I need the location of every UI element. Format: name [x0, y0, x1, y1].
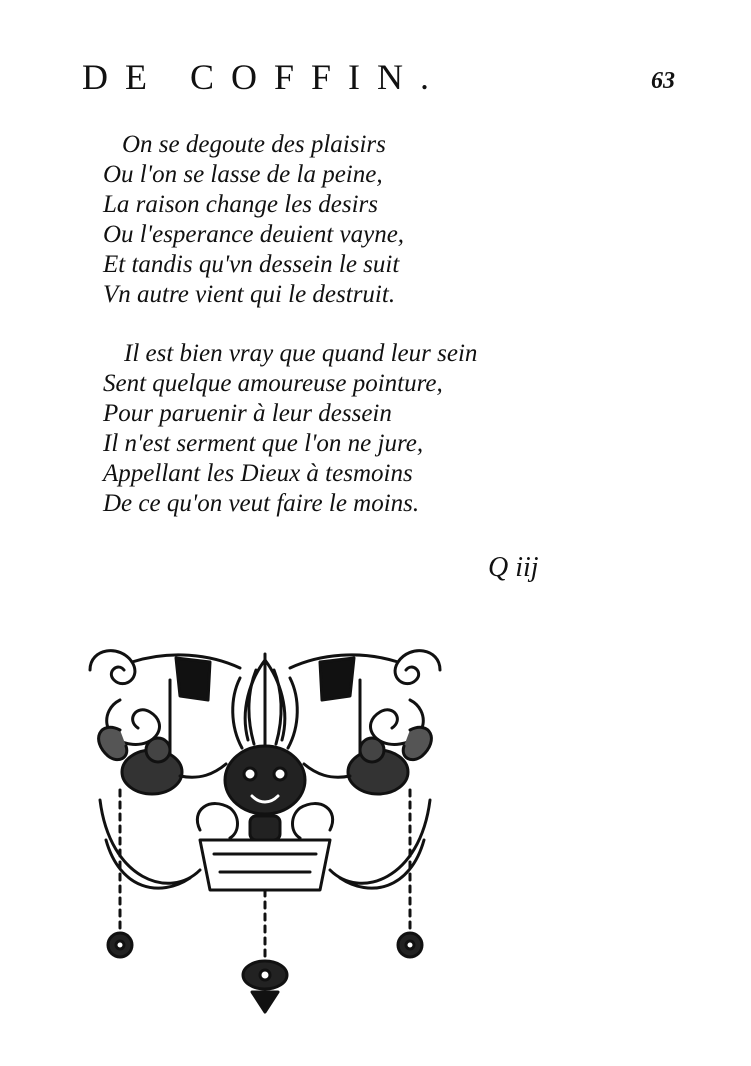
- verse-line: Il n'est serment que l'on ne jure,: [103, 430, 424, 457]
- running-head: DE COFFIN.: [82, 57, 447, 97]
- ornamental-tailpiece-icon: [80, 640, 450, 1020]
- verse-line: De ce qu'on veut faire le moins.: [103, 490, 420, 517]
- verse-line: Pour paruenir à leur dessein: [103, 400, 392, 427]
- verse-line: Ou l'on se lasse de la peine,: [103, 161, 383, 188]
- verse-line: La raison change les desirs: [103, 191, 378, 218]
- page-number: 63: [651, 68, 675, 94]
- verse-line: Appellant les Dieux à tesmoins: [103, 460, 413, 487]
- verse-line: On se degoute des plaisirs: [122, 131, 386, 158]
- verse-line: Ou l'esperance deuient vayne,: [103, 221, 405, 248]
- verse-line: Vn autre vient qui le destruit.: [103, 281, 396, 308]
- verse-line: Et tandis qu'vn dessein le suit: [103, 251, 400, 278]
- verse-line: Il est bien vray que quand leur sein: [124, 340, 478, 367]
- verse-line: Sent quelque amoureuse pointure,: [103, 370, 443, 397]
- signature-mark: Q iij: [488, 552, 539, 583]
